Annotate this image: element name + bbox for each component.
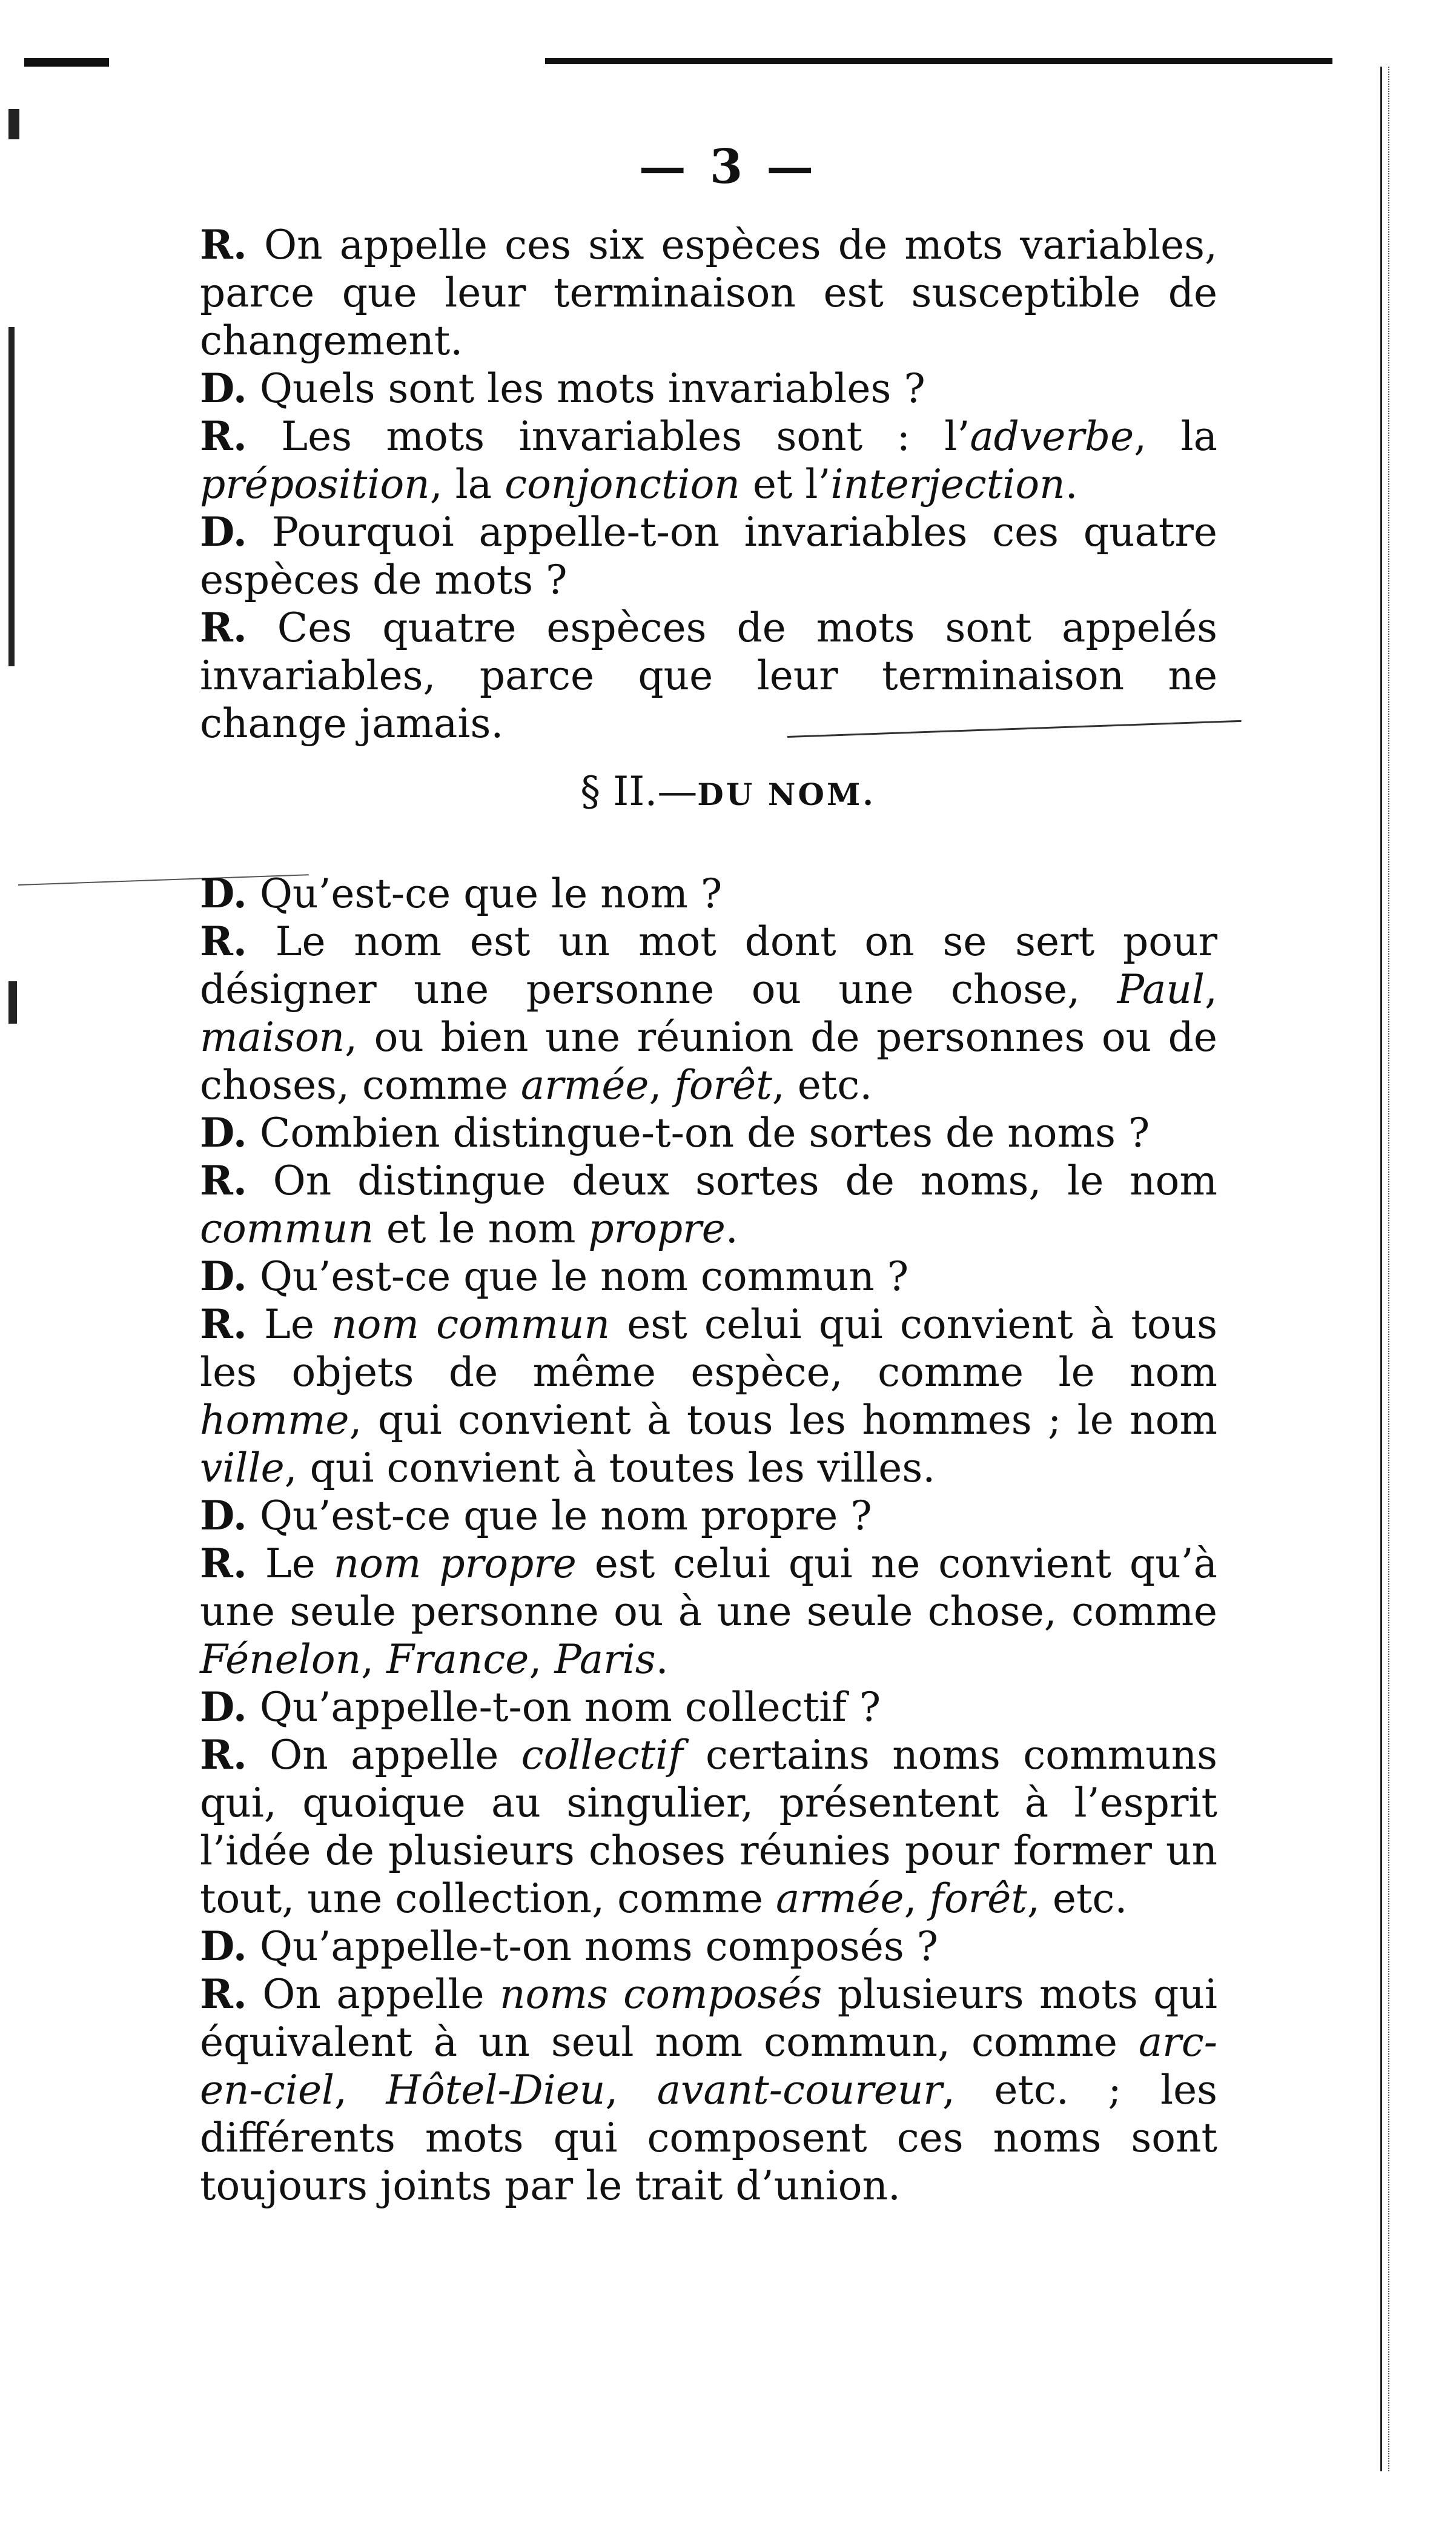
- speaker-label: R.: [200, 1731, 247, 1778]
- italic-term: ville: [200, 1445, 285, 1491]
- paragraph-text: est celui qui convient à tous les objets de même espèce, comme le nom: [200, 1301, 1217, 1396]
- italic-term: France: [386, 1636, 529, 1683]
- paragraph-text: Pourquoi appelle-t-on invariables ces quatre espèces de mots ?: [200, 509, 1217, 603]
- paragraph-text: .: [1065, 461, 1078, 508]
- italic-term: nom commun: [331, 1301, 611, 1348]
- paragraph-text: ,: [529, 1636, 555, 1683]
- paragraph-text: et le nom: [373, 1205, 589, 1252]
- dialogue-paragraph: [200, 1683, 1217, 1731]
- dialogue-paragraph: [200, 508, 1217, 604]
- italic-term: propre: [588, 1205, 726, 1252]
- speaker-label: D.: [200, 1492, 247, 1539]
- paragraph-text: , qui convient à tous les hommes ; le nom: [349, 1397, 1217, 1443]
- italic-term: noms composés: [500, 1971, 822, 2018]
- italic-term: adverbe: [970, 413, 1134, 460]
- paragraph-text: et l’: [740, 461, 831, 508]
- scan-border-mark: [545, 58, 1332, 64]
- italic-term: Paris: [554, 1636, 656, 1683]
- paragraph-text: Le: [247, 1540, 334, 1587]
- dialogue-paragraph: [200, 1300, 1217, 1492]
- italic-term: collectif: [521, 1732, 683, 1778]
- italic-term: forêt: [929, 1875, 1027, 1922]
- speaker-label: R.: [200, 1970, 247, 2018]
- speaker-label: D.: [200, 508, 247, 555]
- paragraph-text: ,: [605, 2067, 657, 2113]
- speaker-label: D.: [200, 1923, 247, 1970]
- speaker-label: R.: [200, 1540, 247, 1587]
- paragraph-text: On distingue deux sortes de noms, le nom: [247, 1158, 1217, 1204]
- paragraph-text: est celui qui ne convient qu’à une seule personne ou à une seule chose, comme: [200, 1540, 1217, 1635]
- italic-term: nom propre: [333, 1540, 577, 1587]
- scan-page-edge: [1380, 67, 1389, 2471]
- paragraph-text: .: [655, 1636, 669, 1683]
- italic-term: maison: [200, 1014, 345, 1061]
- dialogue-paragraph: [200, 412, 1217, 508]
- scan-margin-mark: [8, 327, 15, 666]
- paragraph-text: plusieurs mots qui équivalent à un seul nom commun, comme: [200, 1971, 1218, 2065]
- dialogue-paragraph: [200, 1970, 1217, 2210]
- paragraph-text: ,: [334, 2067, 386, 2113]
- paragraph-text: Qu’est-ce que le nom propre ?: [247, 1492, 872, 1539]
- paragraph-text: , etc.: [772, 1062, 873, 1108]
- text-block-intro: [200, 221, 1217, 747]
- paragraph-text: Qu’est-ce que le nom ?: [247, 870, 723, 917]
- italic-term: homme: [200, 1397, 349, 1443]
- speaker-label: D.: [200, 1253, 247, 1300]
- section-number: § II.—: [580, 768, 698, 815]
- dialogue-paragraph: [200, 870, 1217, 918]
- scan-margin-mark: [8, 981, 17, 1024]
- paragraph-text: Qu’appelle-t-on nom collectif ?: [247, 1684, 881, 1731]
- speaker-label: D.: [200, 365, 247, 412]
- paragraph-text: Les mots invariables sont : l’: [247, 413, 970, 460]
- italic-term: armée: [520, 1062, 649, 1108]
- dialogue-paragraph: [200, 221, 1217, 365]
- italic-term: arc-en-ciel: [200, 2019, 1217, 2113]
- paragraph-text: Qu’est-ce que le nom commun ?: [247, 1253, 909, 1300]
- dialogue-paragraph: [200, 1540, 1217, 1683]
- paragraph-text: On appelle: [247, 1971, 500, 2018]
- italic-term: préposition: [200, 461, 430, 508]
- italic-term: avant-coureur: [657, 2067, 942, 2113]
- italic-term: interjection: [830, 461, 1065, 508]
- text-block-du-nom: [200, 870, 1217, 2210]
- dialogue-paragraph: [200, 1731, 1217, 1923]
- paragraph-text: .: [725, 1205, 738, 1252]
- speaker-label: D.: [200, 1683, 247, 1731]
- paragraph-text: ,: [361, 1636, 387, 1683]
- dialogue-paragraph: [200, 1109, 1217, 1157]
- italic-term: commun: [200, 1205, 374, 1252]
- speaker-label: R.: [200, 1300, 247, 1348]
- paragraph-text: Quels sont les mots invariables ?: [247, 365, 925, 412]
- dialogue-paragraph: [200, 1253, 1217, 1300]
- paragraph-text: , qui convient à toutes les villes.: [284, 1445, 936, 1491]
- speaker-label: R.: [200, 604, 247, 651]
- scan-margin-mark: [8, 109, 19, 139]
- speaker-label: R.: [200, 412, 247, 460]
- dialogue-paragraph: [200, 1923, 1217, 1970]
- speaker-label: D.: [200, 1109, 247, 1156]
- dialogue-paragraph: [200, 1157, 1217, 1253]
- paragraph-text: Combien distingue-t-on de sortes de noms ?: [247, 1110, 1150, 1156]
- italic-term: Fénelon: [200, 1636, 362, 1683]
- paragraph-text: Le nom est un mot dont on se sert pour désigner une personne ou une chose,: [200, 918, 1217, 1013]
- speaker-label: R.: [200, 918, 247, 965]
- paragraph-text: certains noms communs qui, quoique au singulier, présentent à l’esprit l’idée de plusieurs choses réunies pour former un tout, une collection, comme: [200, 1732, 1217, 1922]
- italic-term: conjonction: [505, 461, 740, 508]
- page-number: — 3 —: [638, 139, 818, 194]
- paragraph-text: ,: [649, 1062, 675, 1108]
- dialogue-paragraph: [200, 365, 1217, 412]
- italic-term: armée: [775, 1875, 904, 1922]
- paragraph-text: Ces quatre espèces de mots sont appelés invariables, parce que leur terminaison ne change jamais.: [200, 605, 1217, 747]
- paragraph-text: Le: [247, 1301, 332, 1348]
- italic-term: Hôtel-Dieu: [386, 2067, 606, 2113]
- section-title: DU NOM.: [697, 777, 876, 812]
- dialogue-paragraph: [200, 1492, 1217, 1540]
- paragraph-text: ,: [904, 1875, 930, 1922]
- paragraph-text: ,: [1205, 966, 1217, 1013]
- speaker-label: R.: [200, 1157, 247, 1204]
- paragraph-text: , etc. ; les différents mots qui composent ces noms sont toujours joints par le trait d’union.: [200, 2067, 1218, 2209]
- section-heading: [0, 768, 1456, 815]
- paragraph-text: , la: [1134, 413, 1217, 460]
- speaker-label: D.: [200, 870, 247, 917]
- paragraph-text: , etc.: [1027, 1875, 1128, 1922]
- italic-term: forêt: [674, 1062, 772, 1108]
- italic-term: Paul: [1117, 966, 1205, 1013]
- paragraph-text: , la: [429, 461, 505, 508]
- speaker-label: R.: [200, 221, 247, 268]
- paragraph-text: On appelle ces six espèces de mots variables, parce que leur terminaison est susceptible de changement.: [200, 222, 1217, 364]
- paragraph-text: On appelle: [247, 1732, 521, 1778]
- dialogue-paragraph: [200, 918, 1217, 1109]
- paragraph-text: Qu’appelle-t-on noms composés ?: [247, 1923, 939, 1970]
- paragraph-text: , ou bien une réunion de personnes ou de choses, comme: [200, 1014, 1217, 1108]
- scan-border-mark: [24, 58, 109, 67]
